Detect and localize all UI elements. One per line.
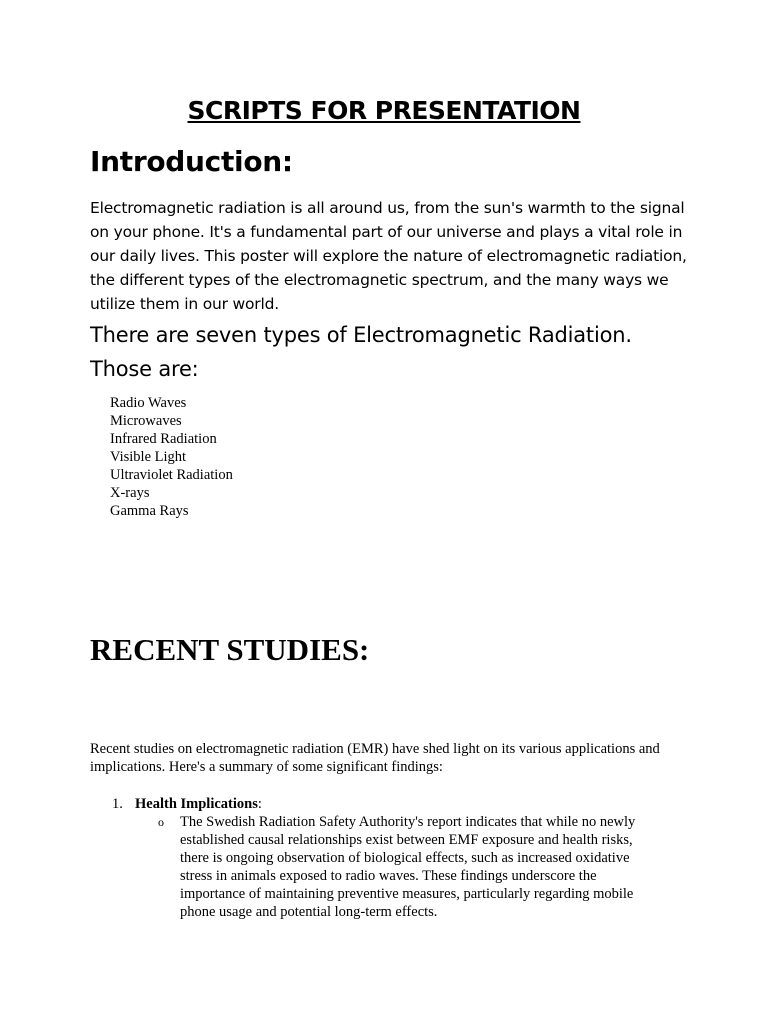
- introduction-heading: Introduction:: [90, 145, 293, 178]
- circle-bullet-icon: o: [158, 815, 164, 829]
- radiation-types-list: [110, 394, 233, 520]
- recent-studies-paragraph: Recent studies on electromagnetic radiation (EMR) have shed light on its various applications and implications. Here's a summary of some significant findings:: [90, 741, 660, 775]
- list-item: Radio Waves: [110, 395, 187, 411]
- seven-types-line: There are seven types of Electromagnetic Radiation.: [90, 323, 632, 347]
- list-item: Gamma Rays: [110, 503, 189, 519]
- list-item: Infrared Radiation: [110, 431, 217, 447]
- list-item: Microwaves: [110, 413, 182, 429]
- list-item: Visible Light: [110, 449, 187, 465]
- seven-types-statement: [90, 318, 730, 386]
- finding-colon: :: [257, 796, 262, 812]
- document-title: SCRIPTS FOR PRESENTATION: [187, 96, 581, 125]
- introduction-paragraph: Electromagnetic radiation is all around us, from the sun's warmth to the signal on your phone. It's a fundamental part of our universe and plays a vital role in our daily lives. This poster will explore the nature of electromagnetic radiation, the different types of the electromagnetic spectrum, and the many ways we utilize them in our world.: [90, 199, 687, 313]
- finding-heading: Health Implications: [135, 796, 258, 812]
- list-item: Ultraviolet Radiation: [110, 467, 233, 483]
- finding-heading-wrap: [135, 795, 262, 813]
- finding-text: The Swedish Radiation Safety Authority's report indicates that while no newly established causal relationships exist between EMF exposure and health risks, there is ongoing observation of biological effects, such as increased oxidative stress in animals exposed to radio waves. These findings underscore the importance of maintaining preventive measures, particularly regarding mobile phone usage and potential long-term effects.: [180, 814, 636, 920]
- finding-number: 1.: [112, 796, 123, 812]
- list-item: X-rays: [110, 485, 150, 501]
- recent-studies-heading: RECENT STUDIES:: [90, 632, 370, 667]
- those-are-line: Those are:: [90, 357, 199, 381]
